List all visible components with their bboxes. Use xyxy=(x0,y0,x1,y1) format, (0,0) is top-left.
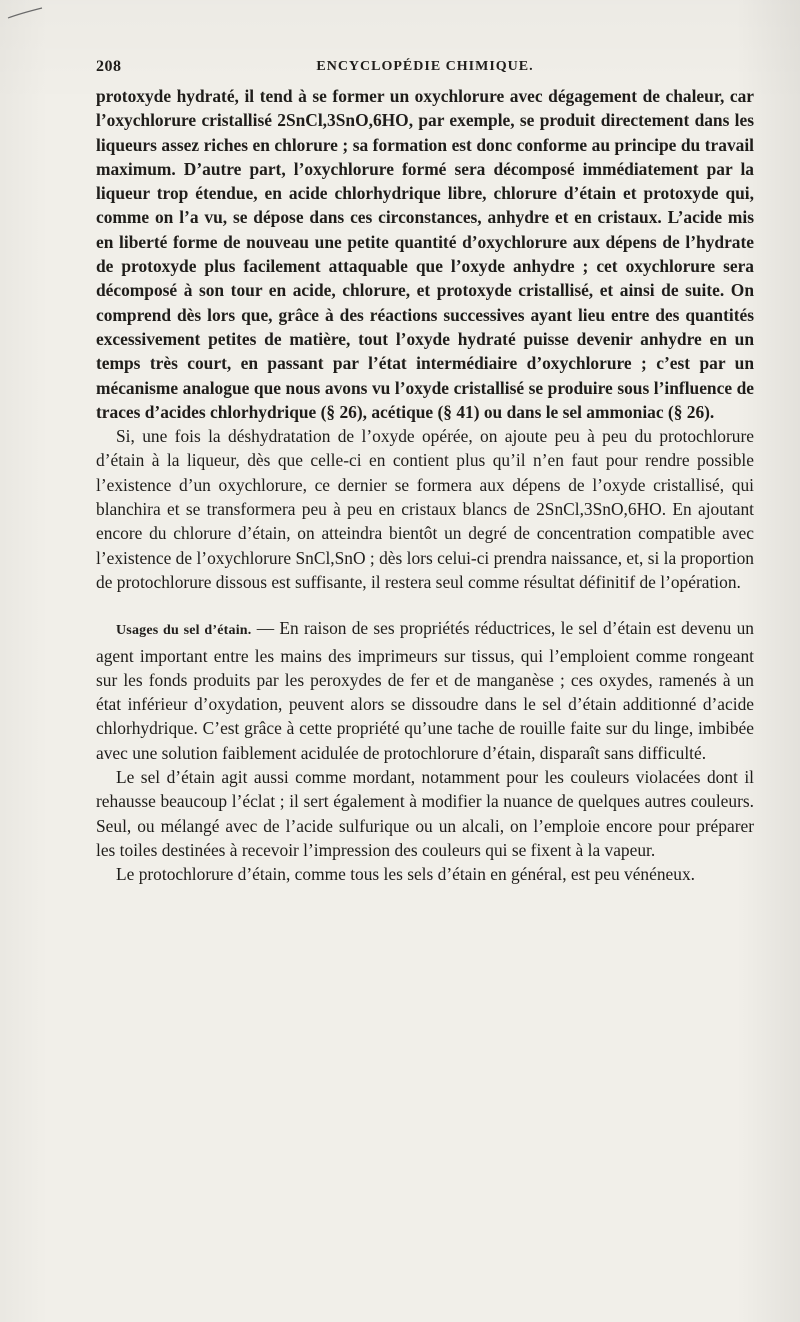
paragraph-3-text: — En raison de ses propriétés réductrices, le sel d’étain est devenu un agent important entre les mains des imprimeurs sur tissus, qui l’emploient comme rongeant sur les fonds produits par les peroxydes de fer et de manganèse ; ces oxydes, ramenés à un état inférieur d’oxydation, peuvent alors se dissoudre dans le sel d’étain additionné d’acide chlorhydrique. C’est grâce à cette propriété qu’une tache de rouille faite sur du linge, imbibée avec une solution faiblement acidulée de protochlorure d’étain, disparaît sans difficulté. xyxy=(96,618,754,763)
paragraph-1: protoxyde hydraté, il tend à se former un oxychlorure avec dégagement de chaleur, car l’oxychlorure cristallisé 2SnCl,3SnO,6HO, par exemple, se produit directement dans les liqueurs assez riches en chlorure ; sa formation est donc conforme au principe du travail maximum. D’autre part, l’oxychlorure formé sera décomposé immédiatement par la liqueur trop étendue, en acide chlorhydrique libre, chlorure d’étain et protoxyde qui, comme on l’a vu, se dépose dans ces circonstances, anhydre et en cristaux. L’acide mis en liberté forme de nouveau une petite quantité d’oxychlorure aux dépens de l’hydrate de protoxyde plus facilement attaquable que l’oxyde anhydre ; cet oxychlorure sera décomposé à son tour en acide, chlorure, et protoxyde cristallisé, et ainsi de suite. On comprend dès lors que, grâce à des réactions successives ayant lieu entre des quantités excessivement petites de matière, tout l’oxyde hydraté puisse devenir anhydre en un temps très court, en passant par l’état intermédiaire d’oxychlorure ; c’est par un mécanisme analogue que nous avons vu l’oxyde cristallisé se produire sous l’influence de traces d’acides chlorhydrique (§ 26), acétique (§ 41) ou dans le sel ammoniac (§ 26). xyxy=(96,86,754,422)
paragraph-3 xyxy=(96,616,754,765)
section-title: Usages du sel d’étain. xyxy=(116,623,252,639)
paragraph-4: Le sel d’étain agit aussi comme mordant, notamment pour les couleurs violacées dont il rehausse beaucoup l’éclat ; il sert également à modifier la nuance de quelques autres couleurs. Seul, ou mélangé avec de l’acide sulfurique ou un alcali, on l’emploie encore pour préparer les toiles destinées à recevoir l’impression des couleurs qui se fixent à la vapeur. xyxy=(96,767,754,860)
paragraph-5: Le protochlorure d’étain, comme tous les sels d’étain en général, est peu vénéneux. xyxy=(116,864,695,885)
corner-pencil-mark xyxy=(6,6,46,20)
page-body xyxy=(96,84,754,887)
page-header xyxy=(96,58,754,82)
paragraph-2: Si, une fois la déshydratation de l’oxyde opérée, on ajoute peu à peu du protochlorure d’étain à la liqueur, dès que celle-ci en contient plus qu’il n’en faut pour rendre possible l’existence d’un oxychlorure, ce dernier se formera aux dépens de l’oxyde cristallisé, qui blanchira et se transformera peu à peu en cristaux blancs de 2SnCl,3SnO,6HO. En ajoutant encore du chlorure d’étain, on atteindra bientôt un degré de concentration compatible avec l’existence de l’oxychlorure SnCl,SnO ; dès lors celui-ci prendra naissance, et, si la proportion de protochlorure dissous est suffisante, il restera seul comme résultat définitif de l’opération. xyxy=(96,426,754,592)
page-number: 208 xyxy=(96,58,122,75)
running-head: ENCYCLOPÉDIE CHIMIQUE. xyxy=(316,59,534,74)
